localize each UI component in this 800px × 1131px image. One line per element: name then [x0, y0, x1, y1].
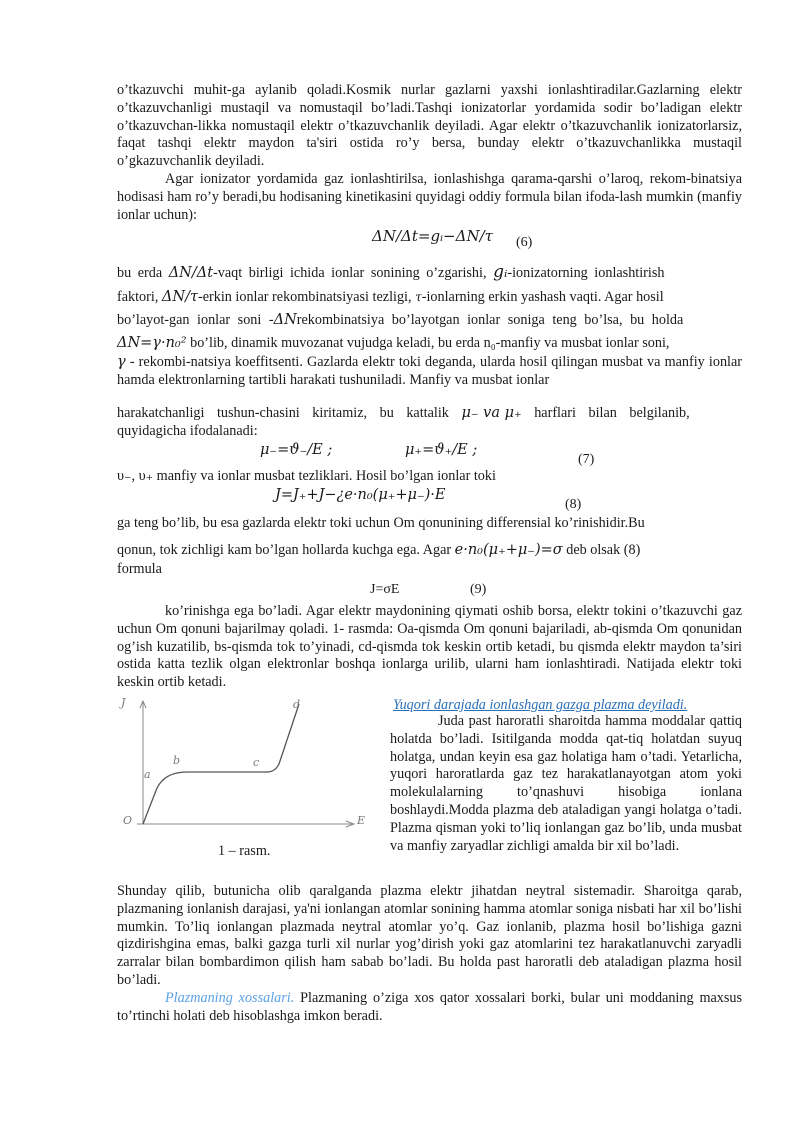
- label-e: E: [357, 814, 366, 827]
- text: rekombinatsiya bo’layotgan ionlar soniga teng bo’lsa, bu holda: [296, 312, 684, 328]
- paragraph-3-line-5: [117, 354, 742, 390]
- text: -erkin ionlar rekombinatsiyasi tezligi,: [198, 289, 412, 305]
- text: harakatchanligi tushun-chasini kiritamiz, bu kattalik: [117, 405, 449, 421]
- math-gi: gᵢ: [493, 262, 508, 282]
- equation-7a: μ₋=ϑ₋/E ;: [260, 442, 333, 458]
- paragraph-7: Juda past haroratli sharoitda hamma moddalar qattiq holatda bo’ladi. Isitilganda modda qat-tiq holatdan suyuq holatga, undan keyin esa gaz holatiga ham o’tadi. Yetarlicha, yuqori haroratlarda gaz tez harakatlanayotgan atom yoki molekulalarning to’qnashuvi hisobiga ionlana boshlaydi.Modda plazma deb ataladigan yangi holatga o’tadi. Plazma qisman yoki to’liq ionlangan gaz bo’lib, unda musbat va manfiy zaryadlar zichligi amalda bir xil bo’ladi.: [390, 713, 742, 854]
- equation-9-number: (9): [470, 582, 487, 597]
- equation-8-number: (8): [565, 497, 582, 512]
- text: -ionizatorning ionlashtirish: [507, 265, 665, 281]
- text: bo’lib, dinamik muvozanat vujudga keladi, bu erda n₀-manfiy va musbat ionlar soni,: [190, 335, 670, 351]
- paragraph-5-line-2: [117, 541, 742, 559]
- text: -ionlarning erkin yashash vaqti. Agar hosil: [421, 289, 664, 305]
- equation-7-number: (7): [578, 452, 595, 467]
- equation-6: ΔN/Δt=gᵢ−ΔN/τ: [372, 227, 493, 245]
- paragraph-1: o’tkazuvchi muhit-ga aylanib qoladi.Kosmik nurlar gazlarni yaxshi ionlashtiradilar.Gazlarning elektr o’tkazuvchanligi mustaqil va nomustaqil bo’ladi.Tashqi ionizatorlar yordamida sodir bo’ladigan elektr o’tkazuvchan-likka nomustaqil elektr o’tkazuvchanlik deyiladi. Agar elektr o’tkazuvchanlik ionizatorlarsiz, faqat tashqi elektr maydon ta'siri ostida ro’y bersa, bunday elektr o’tkazuvchanlikka mustaqil o’gkazuvchanlik deyiladi.: [117, 82, 742, 170]
- math-dn-dt: ΔN/Δt: [168, 265, 214, 281]
- paragraph-3-line-6: [117, 404, 742, 422]
- paragraph-4-line-1: υ₋, υ₊ manfiy va ionlar musbat tezliklari. Hosil bo’lgan ionlar toki: [117, 468, 496, 484]
- paragraph-2: Agar ionizator yordamida gaz ionlashtirilsa, ionlashishga qarama-qarshi o’laroq, rekom-binatsiya hodisasi ham ro’y beradi,bu hodisaning kinetikasini quyidagi oddiy formula bilan ifoda-lash mumkin (manfiy ionlar uchun):: [117, 171, 742, 223]
- equation-8: J=J₊+J−¿e·n₀(μ₊+μ₋)·E: [275, 487, 446, 503]
- label-a: a: [144, 768, 151, 781]
- equation-7b: μ₊=ϑ₊/E ;: [405, 442, 478, 458]
- text: -vaqt birligi ichida ionlar sonining o’zgarishi,: [213, 265, 487, 281]
- current-voltage-curve: [143, 704, 299, 824]
- math-mu: μ₋ va μ₊: [461, 405, 522, 421]
- paragraph-3-line-7: quyidagicha ifodalanadi:: [117, 423, 258, 439]
- label-o: O: [123, 814, 133, 827]
- paragraph-3-line-2: [117, 288, 742, 306]
- text: - rekombi-natsiya koeffitsenti. Gazlarda elektr toki deganda, ularda hosil qilingan musbat va manfiy ionlar hamda elektronlarning tartibli harakati tushuniladi. Manfiy va musbat ionlar: [117, 354, 742, 388]
- text: harflari bilan belgilanib,: [534, 405, 690, 421]
- label-c: c: [253, 756, 260, 769]
- properties-heading[interactable]: Plazmaning xossalari.: [165, 990, 295, 1006]
- figure-1-graph: [117, 696, 367, 841]
- figure-caption: 1 – rasm.: [218, 843, 271, 859]
- paragraph-5-line-3: formula: [117, 561, 162, 577]
- math-sigma: e·n₀(μ₊+μ₋)=σ: [454, 542, 563, 558]
- text: qonun, tok zichligi kam bo’lgan hollarda kuchga ega. Agar: [117, 542, 452, 558]
- paragraph-6: ko’rinishga ega bo’ladi. Agar elektr maydonining qiymati oshib borsa, elektr tokini o’tkazuvchi gaz uchun Om qonuni bajarilmay qoladi. 1- rasmda: Oa-qismda Om qonuni bajariladi, ab-qismda Om qonunidan og’ish kuzatilib, bs-qismda tok to’yinadi, cd-qismda tok keskin ortib ketadi, bu qismda elektr maydon ta’siri ostida katta tezlik olgan elektronlar boshqa ionlarga urilib, ularni ham ionlashtiradi. Natijada elektr toki keskin ortib ketadi.: [117, 603, 742, 691]
- math-dn-tau: ΔN/τ: [161, 289, 198, 305]
- paragraph-5-line-1: ga teng bo’lib, bu esa gazlarda elektr toki uchun Om qonunining differensial ko’rinishidir.Bu: [117, 515, 645, 531]
- text: deb olsak (8): [566, 542, 641, 558]
- paragraph-3-line-1: [117, 263, 742, 282]
- text: bo’layot-gan ionlar soni -: [117, 312, 274, 328]
- plasma-heading-link[interactable]: Yuqori darajada ionlashgan gazga plazma deyiladi.: [393, 697, 688, 713]
- label-b: b: [173, 754, 181, 767]
- label-j: J: [121, 696, 126, 709]
- label-d: d: [293, 698, 301, 711]
- math-tau: τ: [415, 290, 422, 304]
- paragraph-3-line-3: [117, 311, 742, 329]
- paragraph-3-line-4: [117, 334, 742, 352]
- math-dn: ΔN: [273, 312, 297, 328]
- equation-9: J=σE: [370, 582, 400, 597]
- text: bu erda: [117, 265, 163, 281]
- text: faktori,: [117, 289, 159, 305]
- math-dn-eq: ΔN=γ·n₀²: [117, 335, 187, 351]
- paragraph-8: Shunday qilib, butunicha olib qaralganda plazma elektr jihatdan neytral sistemadir. Sharoitga qarab, plazmaning ionlanish darajasi, ya'ni ionlangan atomlar sonining hamma atomlar soniga nisbati har xil bo’lishi mumkin. To’liq ionlangan plazmada neytral atomlar yo’q. Gaz ionlanib, plazma hosil bo’lishiga gazni qizdirishgina emas, balki gazga turli xil nurlar yog’dirish yoki gaz atomlarini tez harakatlanuvchi zaryadli zarralar bilan bombardimon qilish ham sabab bo’ladi. Bu holda past haroratli deb ataladigan plazma hosil bo’ladi.: [117, 883, 742, 988]
- text: Plazmaning o’ziga xos qator xossalari borki, bular uni moddaning maxsus to’rtinchi holati deb hisoblashga imkon beradi.: [117, 990, 743, 1024]
- paragraph-9: [117, 990, 742, 1026]
- math-gamma: γ: [117, 354, 126, 370]
- equation-6-number: (6): [516, 235, 533, 250]
